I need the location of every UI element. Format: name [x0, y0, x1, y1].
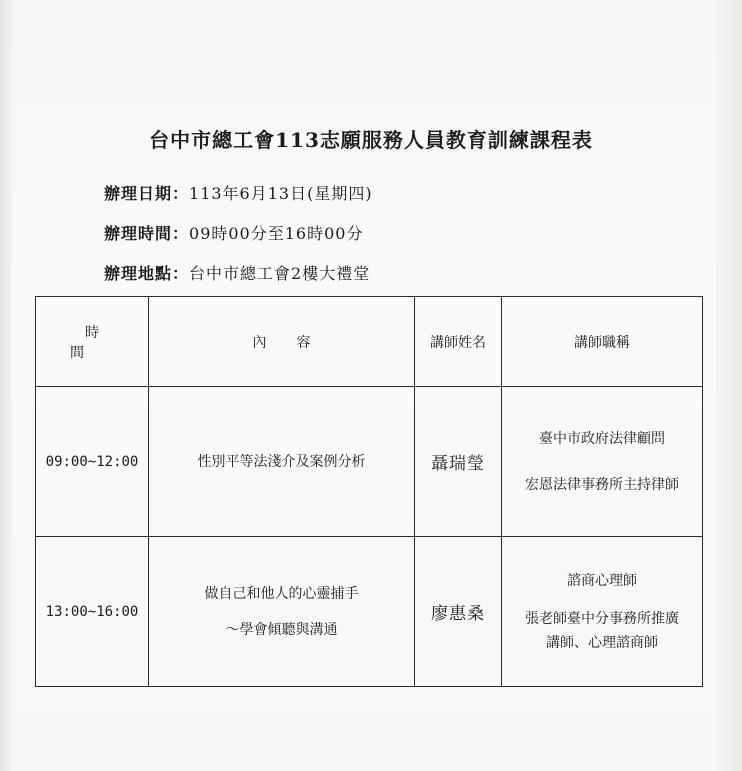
row-lecturer: 廖惠桑 [415, 537, 502, 687]
row-lecturer: 聶瑞瑩 [415, 387, 502, 537]
table-header-row [36, 297, 703, 387]
row-lecturer-titles [502, 387, 703, 537]
title-line: 臺中市政府法律顧問 [539, 430, 665, 447]
row-lecturer-titles [502, 537, 703, 687]
content-line: 做自己和他人的心靈捕手 [204, 585, 359, 602]
info-time-label: 辦理時間： [104, 224, 190, 243]
info-place-label: 辦理地點： [104, 264, 190, 283]
info-time-value: 09時00分至16時00分 [189, 224, 364, 243]
course-schedule-table [35, 296, 703, 687]
info-date-label: 辦理日期： [104, 184, 190, 203]
row-time: 13:00~16:00 [36, 537, 149, 687]
title-line: 諮商心理師 [567, 572, 637, 589]
title-line: 講師、心理諮商師 [546, 634, 658, 651]
content-line: ～學會傾聽與溝通 [225, 621, 338, 638]
header-content: 內容 [149, 297, 415, 387]
table-row [36, 537, 703, 687]
header-time: 時間 [36, 297, 149, 387]
header-lecturer-name: 講師姓名 [415, 297, 502, 387]
scan-left-edge [0, 0, 12, 771]
table-row [36, 387, 703, 537]
title-line: 宏恩法律事務所主持律師 [525, 476, 679, 493]
scan-right-edge [716, 0, 742, 771]
row-content [149, 537, 415, 687]
info-date-value: 113年6月13日(星期四) [189, 184, 373, 203]
document-title: 台中市總工會113志願服務人員教育訓練課程表 [149, 128, 593, 152]
info-time [104, 221, 363, 244]
content-line: 性別平等法淺介及案例分析 [197, 453, 366, 470]
info-place-value: 台中市總工會2樓大禮堂 [189, 264, 371, 283]
title-line: 張老師臺中分事務所推廣 [525, 610, 679, 627]
row-content [149, 387, 415, 537]
header-lecturer-title: 講師職稱 [502, 297, 703, 387]
row-time: 09:00~12:00 [36, 387, 149, 537]
info-place [104, 261, 370, 284]
info-date [104, 181, 373, 204]
